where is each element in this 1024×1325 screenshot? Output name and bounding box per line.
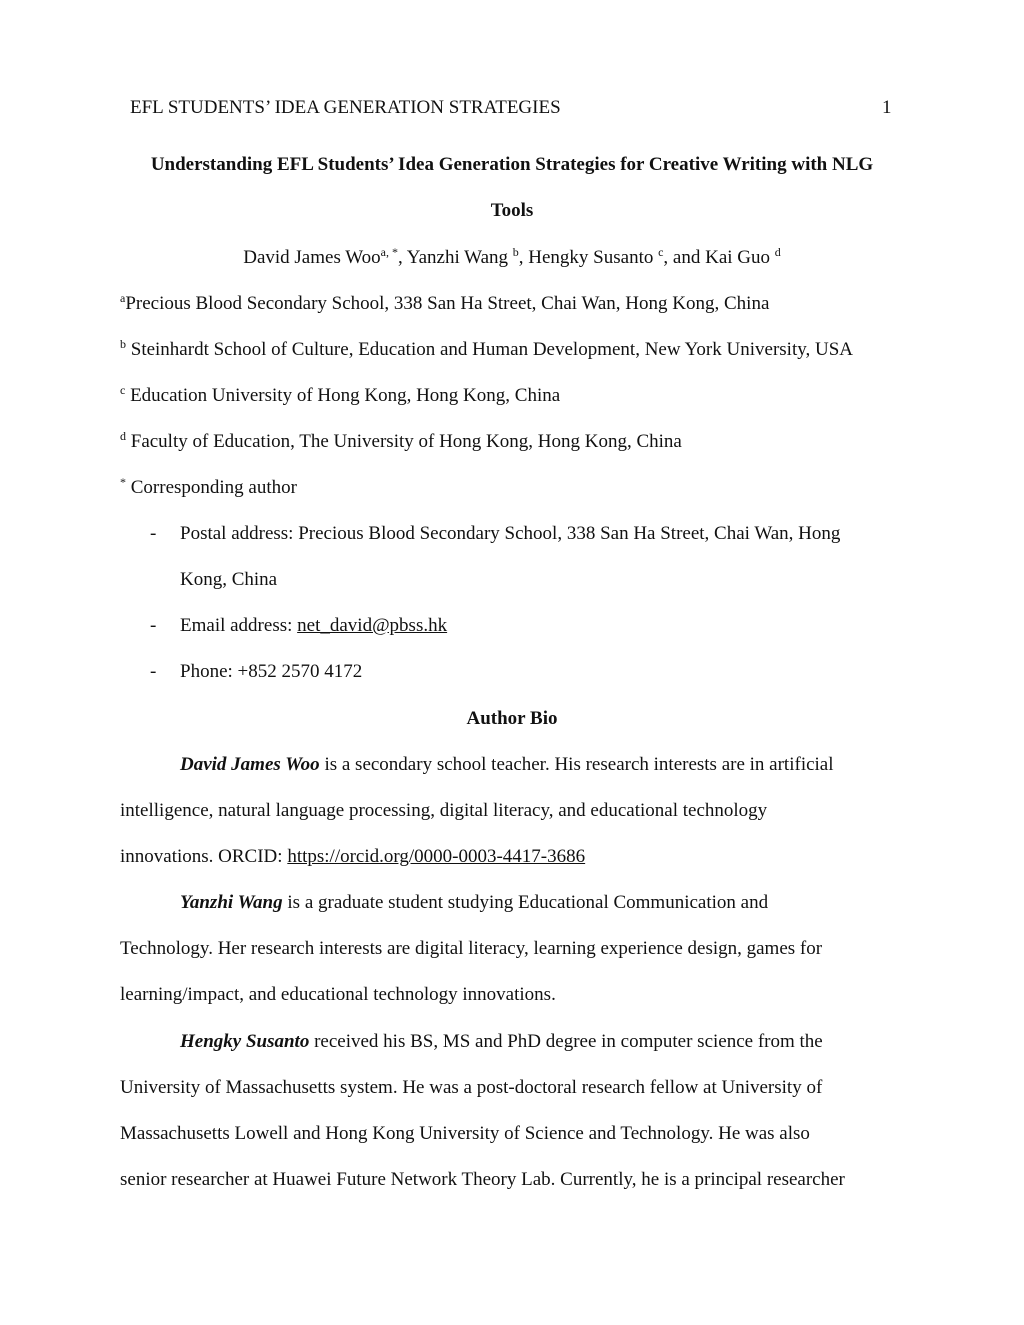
- bullet-dash: -: [150, 615, 157, 636]
- bio-woo-line-2: intelligence, natural language processing, digital literacy, and educational technology: [120, 800, 768, 821]
- affiliation-text: Corresponding author: [130, 477, 297, 498]
- bullet-dash: -: [150, 523, 157, 544]
- bio-text: received his BS, MS and PhD degree in computer science from the: [309, 1031, 823, 1052]
- author-sup: c: [658, 245, 664, 259]
- affiliation-d: [120, 430, 682, 454]
- author-sup: d: [774, 245, 781, 259]
- affiliation-mark: d: [120, 429, 126, 443]
- affiliation-text: Faculty of Education, The University of Hong Kong, Hong Kong, China: [130, 431, 682, 452]
- affiliation-text: Precious Blood Secondary School, 338 San Ha Street, Chai Wan, Hong Kong, China: [125, 293, 770, 314]
- author-name: David James Woo: [243, 247, 381, 268]
- paper-title-line-2: Tools: [490, 200, 534, 221]
- bio-text: is a graduate student studying Educational Communication and: [282, 892, 769, 913]
- paper-title-line-1: Understanding EFL Students’ Idea Generation Strategies for Creative Writing with NLG: [150, 154, 874, 175]
- author-name: Hengky Susanto: [528, 247, 654, 268]
- bio-author-name: Hengky Susanto: [180, 1031, 310, 1052]
- affiliation-mark: a: [120, 291, 126, 305]
- postal-address-line-1: Postal address: Precious Blood Secondary School, 338 San Ha Street, Chai Wan, Hong: [180, 523, 841, 544]
- author-sup: b: [512, 245, 519, 259]
- affiliation-b: [120, 338, 853, 362]
- bio-wang-line-2: Technology. Her research interests are digital literacy, learning experience design, games for: [120, 938, 823, 959]
- bio-text: innovations. ORCID:: [120, 846, 288, 867]
- affiliation-mark: c: [120, 383, 126, 397]
- bio-susanto-line-2: University of Massachusetts system. He was a post-doctoral research fellow at University of: [120, 1077, 823, 1098]
- author-name: Yanzhi Wang: [406, 247, 509, 268]
- email-link[interactable]: net_david@pbss.hk: [297, 615, 448, 636]
- bio-susanto-line-3: Massachusetts Lowell and Hong Kong University of Science and Technology. He was also: [120, 1123, 810, 1144]
- affiliation-c: [120, 384, 560, 408]
- affiliation-mark: b: [120, 337, 126, 351]
- email-row: [180, 614, 447, 638]
- postal-address-line-2: Kong, China: [180, 569, 278, 590]
- page-number: 1: [882, 97, 892, 118]
- affiliation-text: Education University of Hong Kong, Hong Kong, China: [130, 385, 561, 406]
- phone-number: Phone: +852 2570 4172: [180, 661, 363, 682]
- bio-woo-line-1: [180, 753, 834, 777]
- bio-woo-line-3: [120, 845, 585, 869]
- affiliation-a: [120, 292, 769, 316]
- bio-author-name: David James Woo: [180, 754, 320, 775]
- author-separator: ,: [518, 247, 529, 268]
- author-list: [0, 246, 1024, 270]
- author-separator: , and: [663, 247, 706, 268]
- author-separator: ,: [398, 247, 407, 268]
- bio-text: is a secondary school teacher. His research interests are in artificial: [319, 754, 834, 775]
- bio-wang-line-3: learning/impact, and educational technology innovations.: [120, 984, 556, 1005]
- author-bio-heading: Author Bio: [466, 708, 558, 729]
- bullet-dash: -: [150, 661, 157, 682]
- corresponding-author-note: [120, 476, 297, 500]
- affiliation-mark: *: [120, 475, 126, 489]
- orcid-link[interactable]: https://orcid.org/0000-0003-4417-3686: [287, 846, 586, 867]
- bio-wang-line-1: [180, 891, 768, 915]
- affiliation-text: Steinhardt School of Culture, Education and Human Development, New York University, USA: [130, 339, 854, 360]
- author-sup: a, *: [380, 245, 398, 259]
- bio-author-name: Yanzhi Wang: [180, 892, 283, 913]
- running-head: EFL STUDENTS’ IDEA GENERATION STRATEGIES: [130, 97, 561, 118]
- bio-susanto-line-4: senior researcher at Huawei Future Network Theory Lab. Currently, he is a principal researcher: [120, 1169, 845, 1190]
- bio-susanto-line-1: [180, 1030, 823, 1054]
- author-name: Kai Guo: [705, 247, 771, 268]
- email-label: Email address:: [180, 615, 298, 636]
